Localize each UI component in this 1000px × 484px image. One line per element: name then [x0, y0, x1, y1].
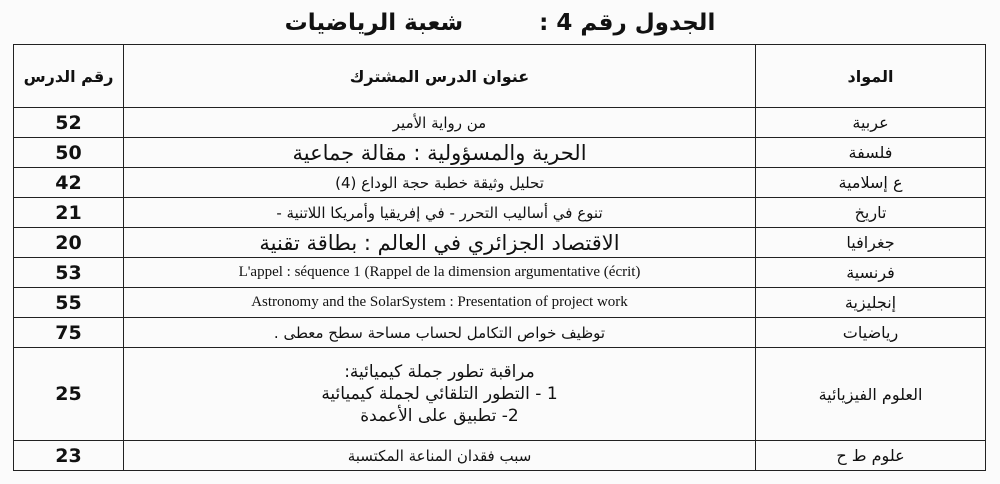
lesson-line: مراقبة تطور جملة كيميائية: — [344, 362, 535, 382]
header-lesson-title: عنوان الدرس المشترك — [124, 45, 756, 108]
table-row — [14, 348, 986, 441]
subject-cell: جغرافيا — [756, 228, 986, 258]
lesson-title-cell: الاقتصاد الجزائري في العالم : بطاقة تقنية — [124, 228, 756, 258]
table-row — [14, 138, 986, 168]
lesson-title-cell: سبب فقدان المناعة المكتسبة — [124, 441, 756, 471]
subject-cell: عربية — [756, 108, 986, 138]
lesson-number-cell: 52 — [14, 108, 124, 138]
header-row — [14, 45, 986, 108]
page-title — [200, 6, 800, 40]
subject-cell: فلسفة — [756, 138, 986, 168]
table-row — [14, 318, 986, 348]
title-table-number: الجدول رقم 4 : — [539, 10, 716, 36]
lesson-title-cell: L'appel : séquence 1 (Rappel de la dimension argumentative (écrit) — [124, 258, 756, 288]
table-row — [14, 108, 986, 138]
subject-cell: ع إسلامية — [756, 168, 986, 198]
lesson-number-cell: 75 — [14, 318, 124, 348]
subject-cell: فرنسية — [756, 258, 986, 288]
lesson-title-cell: تنوع في أساليب التحرر - في إفريقيا وأمريكا اللاتنية - — [124, 198, 756, 228]
lesson-number-cell: 25 — [14, 348, 124, 441]
header-lesson-number: رقم الدرس — [14, 45, 124, 108]
table-row — [14, 258, 986, 288]
lesson-number-cell: 23 — [14, 441, 124, 471]
lessons-table — [13, 44, 986, 471]
lesson-number-cell: 50 — [14, 138, 124, 168]
lesson-number-cell: 42 — [14, 168, 124, 198]
subject-cell: إنجليزية — [756, 288, 986, 318]
table-row — [14, 168, 986, 198]
subject-cell: علوم ط ح — [756, 441, 986, 471]
table-row — [14, 198, 986, 228]
lesson-title-cell — [124, 348, 756, 441]
lesson-title-cell: من رواية الأمير — [124, 108, 756, 138]
table-row — [14, 228, 986, 258]
lesson-title-cell: Astronomy and the SolarSystem : Presentation of project work — [124, 288, 756, 318]
lesson-number-cell: 55 — [14, 288, 124, 318]
subject-cell: العلوم الفيزيائية — [756, 348, 986, 441]
table-row — [14, 288, 986, 318]
subject-cell: رياضيات — [756, 318, 986, 348]
lesson-title-cell: توظيف خواص التكامل لحساب مساحة سطح معطى . — [124, 318, 756, 348]
lesson-line: 1 - التطور التلقائي لجملة كيميائية — [321, 384, 558, 404]
header-subject: المواد — [756, 45, 986, 108]
subject-cell: تاريخ — [756, 198, 986, 228]
lesson-line: 2- تطبيق على الأعمدة — [360, 406, 519, 426]
title-stream: شعبة الرياضيات — [284, 10, 464, 36]
lesson-title-cell: الحرية والمسؤولية : مقالة جماعية — [124, 138, 756, 168]
lesson-number-cell: 20 — [14, 228, 124, 258]
lesson-title-cell: تحليل وثيقة خطبة حجة الوداع (4) — [124, 168, 756, 198]
lesson-number-cell: 53 — [14, 258, 124, 288]
table-row — [14, 441, 986, 471]
lesson-number-cell: 21 — [14, 198, 124, 228]
